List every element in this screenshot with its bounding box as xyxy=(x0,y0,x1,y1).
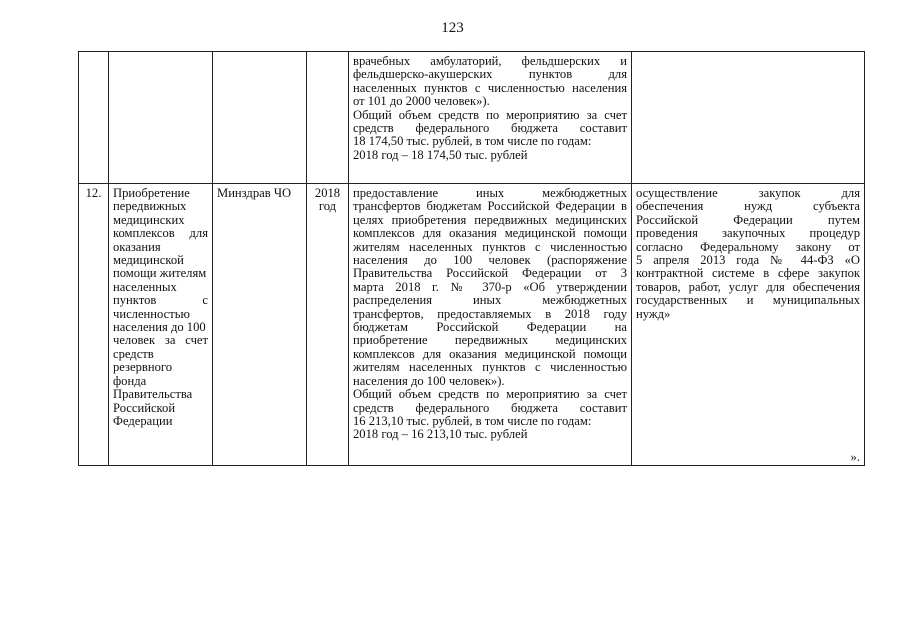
funding-year-line: 2018 год – 18 174,50 тыс. рублей xyxy=(353,147,528,162)
cell-procurement-method xyxy=(632,184,865,466)
cell-executor-empty xyxy=(213,52,307,184)
cell-description-continued xyxy=(349,52,632,184)
text-line: 18 174,50 тыс. рублей, в том числе по годам: xyxy=(353,134,592,149)
cell-number-empty xyxy=(79,52,109,184)
text-line: 5 апреля 2013 года № 44-ФЗ «О xyxy=(636,253,860,268)
text-line: обеспечения нужд субъекта xyxy=(636,199,860,214)
text-line: медицинских xyxy=(113,212,185,227)
text-line: Правительства xyxy=(113,387,193,402)
text-line: населения до 100 человек (распоряжение xyxy=(353,253,627,268)
text-line: человек за счет xyxy=(113,333,208,348)
text-line: помощи жителям xyxy=(113,266,207,281)
cell-executor: Минздрав ЧО xyxy=(213,184,307,466)
text-line: средств федерального бюджета составит xyxy=(353,121,627,136)
text-line: 16 213,10 тыс. рублей, в том числе по годам: xyxy=(353,413,592,428)
table-row-12 xyxy=(79,184,865,466)
text-line: жителям населенных пунктов с численностью xyxy=(353,360,627,375)
text-line: населения до 100 xyxy=(113,320,206,335)
text-line: резервного xyxy=(113,360,173,375)
cell-measure-name xyxy=(109,184,213,466)
text-line: контрактной системе в сфере закупок xyxy=(636,266,860,281)
text-line: нужд» xyxy=(636,306,671,321)
cell-description xyxy=(349,184,632,466)
text-line: фонда xyxy=(113,373,147,388)
text-line: целях приобретения передвижных медицинских xyxy=(353,212,627,227)
text-line: трансфертов, предоставляемых в 2018 году xyxy=(353,306,627,321)
text-line: средств федерального бюджета составит xyxy=(353,400,627,415)
text-line: приобретение передвижных медицинских xyxy=(353,333,627,348)
text-line: фельдшерско-акушерских пунктов для xyxy=(353,67,627,82)
text-line: оказания xyxy=(113,239,161,254)
text-line: Приобретение xyxy=(113,186,190,200)
text-line: пунктов с xyxy=(113,293,208,308)
text-line: жителям населенных пунктов с численностью xyxy=(353,239,627,254)
text-line: передвижных xyxy=(113,199,187,214)
text-line: предоставление иных межбюджетных xyxy=(353,186,627,200)
cell-number: 12. xyxy=(79,184,109,466)
closing-quote-mark: ». xyxy=(850,449,860,464)
text-line: Общий объем средств по мероприятию за счет xyxy=(353,387,627,402)
text-line: государственных и муниципальных xyxy=(636,293,860,308)
text-line: Общий объем средств по мероприятию за счет xyxy=(353,107,627,122)
text-line: распределения иных межбюджетных xyxy=(353,293,627,308)
text-line: населенных xyxy=(113,279,177,294)
cell-year-empty xyxy=(307,52,349,184)
funding-year-line: 2018 год – 16 213,10 тыс. рублей xyxy=(353,427,528,442)
text-line: населения до 100 человек»). xyxy=(353,373,505,388)
year-value: 2018 xyxy=(314,186,341,200)
text-line: осуществление закупок для xyxy=(636,186,860,200)
text-line: согласно Федеральному закону от xyxy=(636,239,860,254)
measures-table xyxy=(78,51,865,466)
text-line: комплексов для оказания медицинской помощи xyxy=(353,226,627,241)
cell-name-empty xyxy=(109,52,213,184)
text-line: Правительства Российской Федерации от 3 xyxy=(353,266,627,281)
text-line: проведения закупочных процедур xyxy=(636,226,860,241)
text-line: от 101 до 2000 человек»). xyxy=(353,94,490,109)
text-line: комплексов для оказания медицинской помощи xyxy=(353,346,627,361)
text-line: медицинской xyxy=(113,253,184,268)
year-unit: год xyxy=(318,199,337,214)
text-line: марта 2018 г. № 370-р «Об утверждении xyxy=(353,279,627,294)
page-number: 123 xyxy=(441,20,464,36)
cell-year xyxy=(307,184,349,466)
text-line: комплексов для xyxy=(113,226,208,241)
text-line: врачебных амбулаторий, фельдшерских и xyxy=(353,54,627,68)
text-line: численностью xyxy=(113,306,190,321)
text-line: бюджетам Российской Федерации на xyxy=(353,320,627,335)
table-row-previous xyxy=(79,52,865,184)
text-line: Федерации xyxy=(113,413,173,428)
text-line: товаров, работ, услуг для обеспечения xyxy=(636,279,860,294)
text-line: Российской Федерации путем xyxy=(636,212,860,227)
cell-method-empty xyxy=(632,52,865,184)
text-line: населенных пунктов с численностью населения xyxy=(353,80,627,95)
text-line: трансфертов бюджетам Российской Федерации в xyxy=(353,199,627,214)
text-line: Российской xyxy=(113,400,176,415)
text-line: средств xyxy=(113,346,154,361)
